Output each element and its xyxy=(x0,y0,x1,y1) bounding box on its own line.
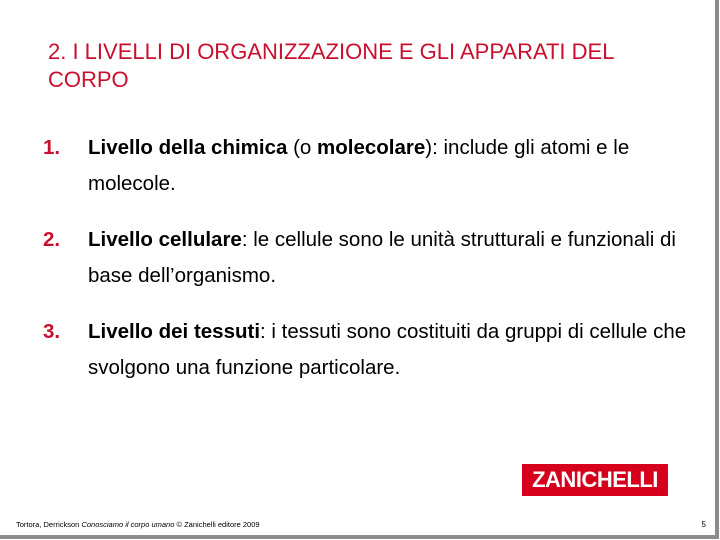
page-number: 5 xyxy=(701,520,706,529)
item-number: 3. xyxy=(43,320,61,343)
footer-publisher: © Zanichelli editore 2009 xyxy=(174,520,260,529)
item-number: 2. xyxy=(43,228,61,251)
footer-credit xyxy=(16,520,260,529)
footer-book-title: Conosciamo il corpo umano xyxy=(81,520,175,529)
list-item xyxy=(40,314,690,386)
list-item xyxy=(40,222,690,294)
item-term-secondary: molecolare xyxy=(317,136,426,159)
item-text: : le cellule sono le unità strutturali e funzionali di base dell’organismo. xyxy=(88,228,676,287)
item-term: Livello dei tessuti xyxy=(88,320,261,343)
item-term: Livello della chimica xyxy=(88,136,288,159)
item-text: : i tessuti sono costituiti da gruppi di cellule che svolgono una funzione particolare. xyxy=(88,320,687,379)
levels-list xyxy=(40,130,690,406)
item-text: (o xyxy=(287,136,318,159)
item-term: Livello cellulare xyxy=(88,228,242,251)
slide-title: 2. I LIVELLI DI ORGANIZZAZIONE E GLI APPARATI DEL CORPO xyxy=(48,39,614,92)
zanichelli-logo: ZANICHELLI xyxy=(522,464,668,496)
item-text: ): include gli atomi e le molecole. xyxy=(88,136,630,195)
item-number: 1. xyxy=(43,136,61,159)
list-item xyxy=(40,130,690,202)
footer-authors: Tortora, Derrickson xyxy=(16,520,82,529)
